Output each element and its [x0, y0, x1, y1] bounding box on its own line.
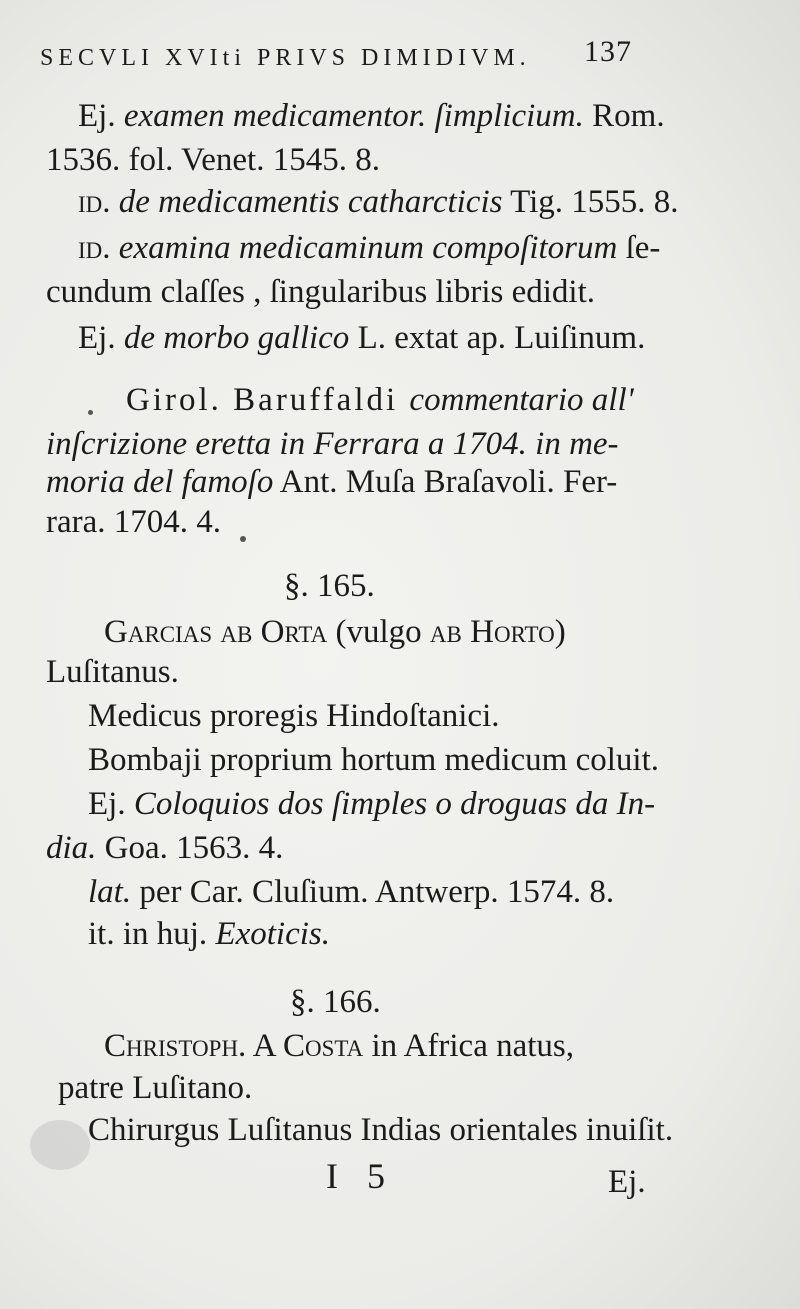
text-line-17: dia. Goa. 1563. 4. — [46, 830, 284, 866]
page-number: 137 — [584, 35, 632, 68]
text-line-14: Medicus proregis Hindoſtanici. — [88, 698, 500, 734]
text-line-23: Chirurgus Luſitanus Indias orientales inuiſit. — [88, 1112, 674, 1148]
ink-speck — [88, 410, 93, 415]
text-line-13: Luſitanus. — [46, 654, 179, 690]
text-line-18: lat. per Car. Cluſium. Antwerp. 1574. 8. — [88, 874, 615, 910]
text-line-1: Ej. examen medicamentor. ſimplicium. Rom. — [78, 98, 665, 134]
section-heading-166: §. 166. — [290, 984, 381, 1020]
text-line-2: 1536. fol. Venet. 1545. 8. — [46, 142, 380, 178]
text-line-8: inſcrizione eretta in Ferrara a 1704. in me- — [46, 426, 619, 462]
text-line-22: patre Luſitano. — [58, 1070, 253, 1106]
text-line-12: Garcias ab Orta (vulgo ab Horto) — [104, 614, 566, 650]
text-line-15: Bombaji proprium hortum medicum coluit. — [88, 742, 660, 778]
text-line-4: id. examina medicaminum compoſitorum ſe- — [78, 230, 661, 266]
text-line-5: cundum claſſes , ſingularibus libris edidit. — [46, 274, 595, 310]
section-heading-165: §. 165. — [284, 568, 375, 604]
running-title: SECVLI XVIti PRIVS DIMIDIVM. — [40, 45, 531, 71]
paper-stain — [30, 1120, 90, 1170]
text-line-9: moria del famoſo Ant. Muſa Braſavoli. Fer- — [46, 464, 618, 500]
catchword: Ej. — [608, 1164, 646, 1200]
text-line-19: it. in huj. Exoticis. — [88, 916, 330, 952]
signature-mark: I 5 — [326, 1156, 395, 1196]
text-line-6: Ej. de morbo gallico L. extat ap. Luiſinum. — [78, 320, 646, 356]
text-line-21: Christoph. A Costa in Africa natus, — [104, 1028, 575, 1064]
text-line-3: id. de medicamentis catharcticis Tig. 1555. 8. — [78, 184, 679, 220]
text-line-7: Girol. Baruffaldi commentario all' — [126, 382, 634, 418]
ink-speck — [240, 536, 246, 542]
text-line-10: rara. 1704. 4. — [46, 504, 222, 540]
text-line-16: Ej. Coloquios dos ſimples o droguas da In- — [88, 786, 656, 822]
